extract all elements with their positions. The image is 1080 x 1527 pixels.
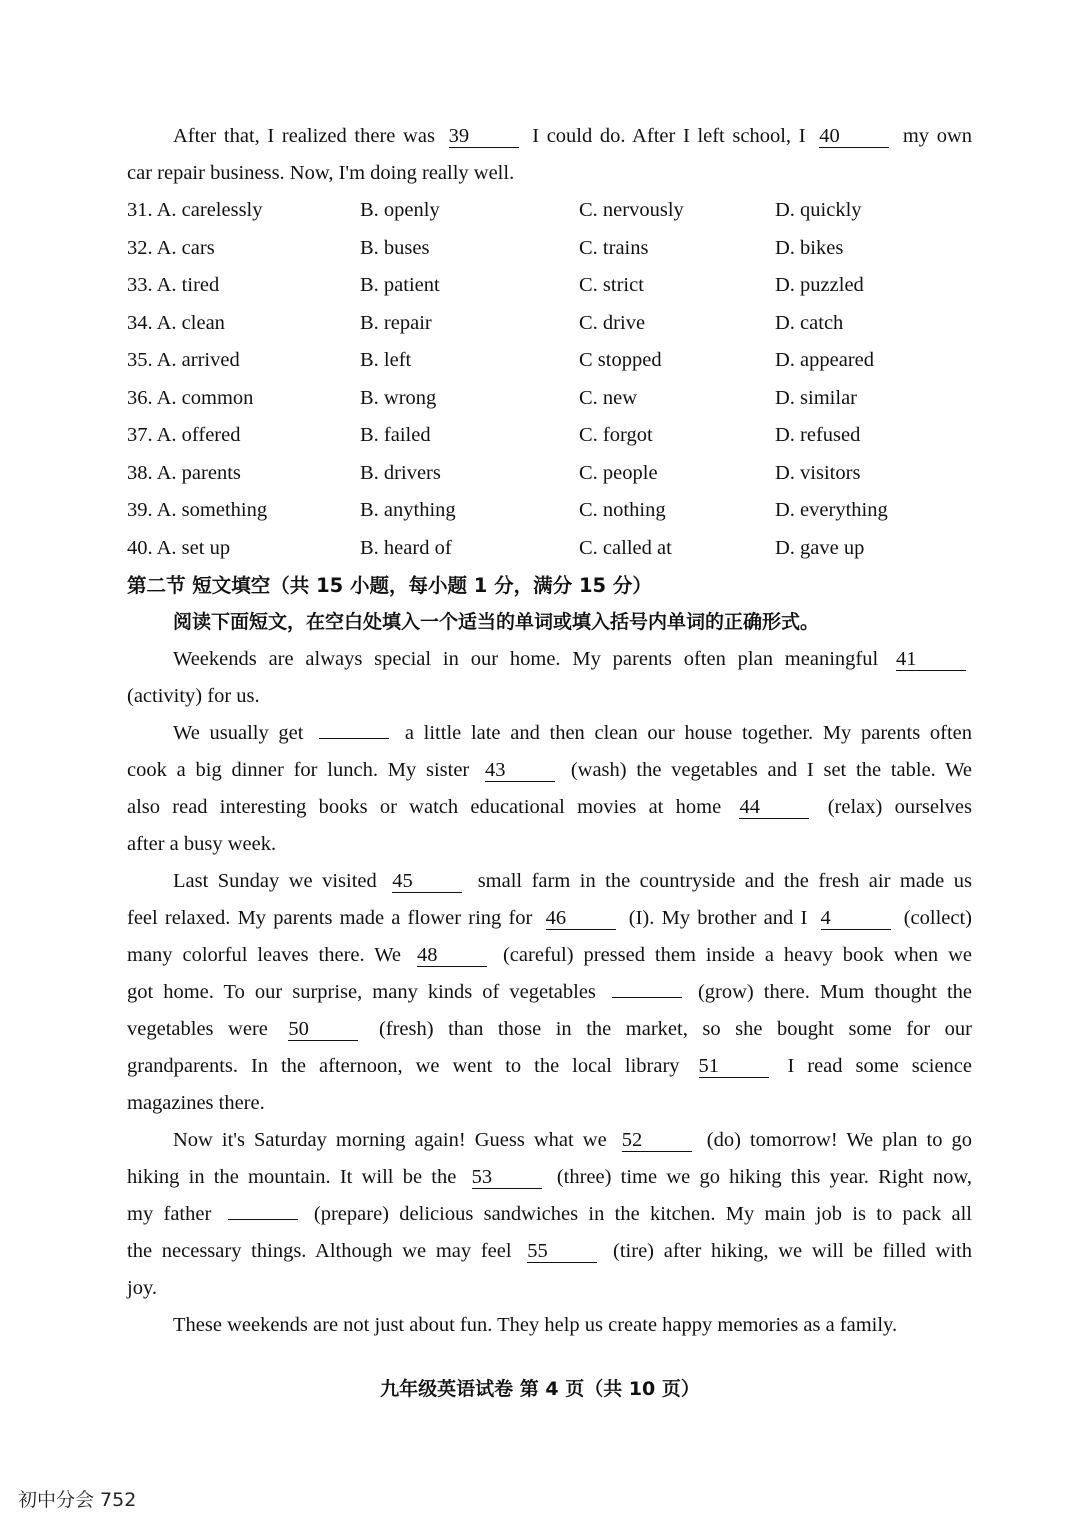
option-row-40 [127, 530, 972, 568]
passage-line: (activity) for us. [127, 685, 260, 707]
option-c: C. people [579, 461, 658, 484]
option-b: B. buses [360, 236, 430, 259]
passage-line: joy. [127, 1277, 157, 1299]
option-a: 36. A. common [127, 386, 254, 409]
blank-45: 45 [392, 870, 462, 893]
passage-line [127, 118, 972, 155]
text: Now it's Saturday morning again! Guess what we [173, 1129, 607, 1151]
option-d: D. catch [775, 311, 844, 334]
option-c: C. drive [579, 311, 646, 334]
option-row-38 [127, 455, 972, 493]
option-a: 33. A. tired [127, 274, 220, 296]
passage-line [127, 789, 972, 826]
passage-line [127, 900, 972, 937]
passage-line [127, 1122, 972, 1159]
text: also read interesting books or watch educational movies at home [127, 796, 722, 818]
blank-39: 39 [449, 125, 519, 148]
option-a: 31. A. carelessly [127, 199, 263, 221]
text: small farm in the countryside and the fresh air made us [477, 870, 972, 892]
text: (do) tomorrow! We plan to go [706, 1129, 972, 1151]
option-row-34 [127, 305, 972, 343]
text: (I). My brother and I [628, 907, 808, 929]
passage-line [127, 752, 972, 789]
passage-line: car repair business. Now, I'm doing really well. [127, 162, 515, 184]
option-row-39 [127, 492, 972, 530]
blank-44: 44 [739, 796, 809, 819]
passage-line [127, 937, 972, 974]
text: (tire) after hiking, we will be filled with [613, 1240, 973, 1262]
option-d: D. quickly [775, 199, 862, 221]
blank-46: 46 [546, 907, 616, 930]
text: grandparents. In the afternoon, we went to the local library [127, 1055, 680, 1077]
text: got home. To our surprise, many kinds of vegetables [127, 981, 596, 1003]
blank-50: 50 [288, 1018, 358, 1041]
text: hiking in the mountain. It will be the [127, 1166, 457, 1188]
option-d: D. puzzled [775, 274, 864, 296]
text: (prepare) delicious sandwiches in the kitchen. My main job is to pack all [313, 1203, 972, 1225]
passage-line: magazines there. [127, 1092, 265, 1114]
option-row-36 [127, 380, 972, 418]
option-c: C. forgot [579, 424, 653, 446]
option-d: D. visitors [775, 461, 861, 484]
blank-55: 55 [527, 1240, 597, 1263]
text: my own [902, 125, 973, 147]
page-footer: 九年级英语试卷 第 4 页（共 10 页） [380, 1378, 700, 1400]
option-b: B. heard of [360, 536, 452, 559]
option-d: D. refused [775, 424, 861, 446]
text: my father [127, 1203, 212, 1225]
option-a: 38. A. parents [127, 461, 241, 484]
text: (relax) ourselves [827, 796, 973, 818]
passage-line [127, 863, 972, 900]
passage-line: These weekends are not just about fun. They help us create happy memories as a family. [173, 1314, 898, 1336]
text: many colorful leaves there. We [127, 944, 402, 966]
blank-48: 48 [417, 944, 487, 967]
option-a: 35. A. arrived [127, 349, 240, 371]
passage-line [127, 1048, 972, 1085]
passage-line [127, 1159, 972, 1196]
text: (three) time we go hiking this year. Right now, [556, 1166, 973, 1188]
text: I could do. After I left school, I [532, 125, 806, 147]
text: After that, I realized there was [173, 125, 435, 147]
option-row-35 [127, 342, 972, 380]
option-a: 40. A. set up [127, 536, 231, 559]
option-row-32 [127, 230, 972, 268]
text: (careful) pressed them inside a heavy book when we [502, 944, 973, 966]
option-b: B. anything [360, 499, 456, 521]
text: I read some science [787, 1055, 973, 1077]
text: feel relaxed. My parents made a flower ring for [127, 907, 533, 929]
option-c: C. called at [579, 536, 672, 559]
option-b: B. failed [360, 424, 431, 446]
section-title: 第二节 短文填空（共 15 小题，每小题 1 分，满分 15 分） [127, 574, 652, 597]
text: (grow) there. Mum thought the [697, 981, 973, 1003]
page-content [127, 118, 972, 1344]
option-b: B. wrong [360, 386, 437, 409]
options-list [127, 192, 972, 567]
option-a: 39. A. something [127, 499, 268, 521]
text: (collect) [903, 907, 972, 929]
blank-41: 41 [896, 648, 966, 671]
passage-line: after a busy week. [127, 833, 277, 855]
blank-42 [319, 738, 389, 739]
passage-line [127, 1196, 972, 1233]
option-c: C. nervously [579, 199, 684, 221]
option-b: B. drivers [360, 461, 441, 484]
section-instruction: 阅读下面短文，在空白处填入一个适当的单词或填入括号内单词的正确形式。 [173, 611, 820, 633]
option-b: B. openly [360, 199, 440, 221]
option-b: B. repair [360, 311, 432, 334]
blank-47: 4 [821, 907, 891, 930]
option-d: D. appeared [775, 349, 875, 371]
text: Last Sunday we visited [173, 870, 377, 892]
passage-line [127, 1011, 972, 1048]
text: Weekends are always special in our home. My parents often plan meaningful [173, 648, 879, 670]
text: (fresh) than those in the market, so she bought some for our [378, 1018, 973, 1040]
passage-line [127, 641, 972, 678]
text: (wash) the vegetables and I set the table. We [570, 759, 973, 781]
text: the necessary things. Although we may feel [127, 1240, 512, 1262]
option-a: 32. A. cars [127, 236, 215, 259]
option-row-31 [127, 192, 972, 230]
blank-40: 40 [819, 125, 889, 148]
text: a little late and then clean our house together. My parents often [404, 722, 973, 744]
option-b: B. patient [360, 274, 440, 296]
option-row-33 [127, 267, 972, 305]
blank-52: 52 [622, 1129, 692, 1152]
option-d: D. gave up [775, 536, 865, 559]
option-a: 37. A. offered [127, 424, 241, 446]
passage-line [127, 1233, 972, 1270]
blank-43: 43 [485, 759, 555, 782]
blank-54 [228, 1219, 298, 1220]
blank-51: 51 [699, 1055, 769, 1078]
option-d: D. bikes [775, 236, 844, 259]
option-c: C. nothing [579, 499, 666, 521]
text: We usually get [173, 722, 304, 744]
option-c: C. trains [579, 236, 649, 259]
option-d: D. everything [775, 499, 888, 521]
text: vegetables were [127, 1018, 268, 1040]
watermark: 初中分会 752 [18, 1489, 137, 1511]
passage-line [127, 715, 972, 752]
option-row-37 [127, 417, 972, 455]
option-b: B. left [360, 349, 412, 371]
option-d: D. similar [775, 386, 857, 409]
option-c: C. new [579, 386, 638, 409]
option-a: 34. A. clean [127, 311, 225, 334]
option-c: C. strict [579, 274, 644, 296]
blank-53: 53 [472, 1166, 542, 1189]
text: cook a big dinner for lunch. My sister [127, 759, 470, 781]
passage-line [127, 974, 972, 1011]
option-c: C stopped [579, 349, 662, 371]
blank-49 [612, 997, 682, 998]
